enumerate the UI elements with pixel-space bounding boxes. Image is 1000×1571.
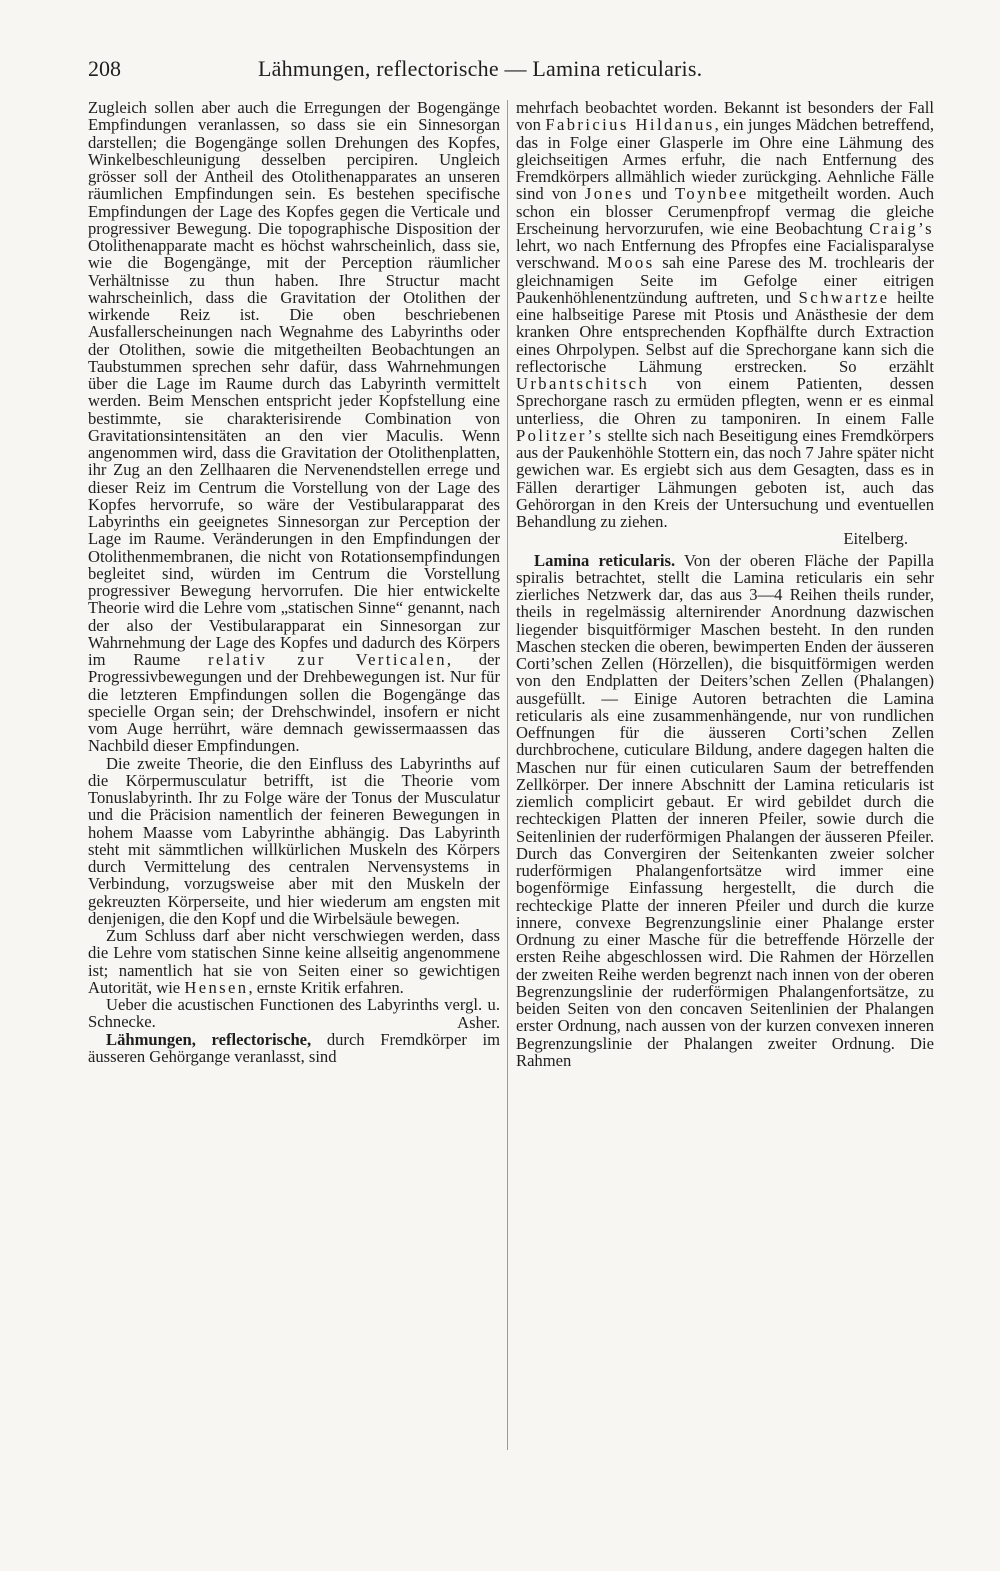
paragraph: Zugleich sollen aber auch die Erregungen der Bogengänge Empfindungen veranlassen, so dass sie ein Sinnesorgan darstellen; die Bogengänge sollen Drehungen des Kopfes, Winkelbeschleunigung desselben percipiren. Ungleich grösser soll der Antheil des Otolithenapparates an unseren räumlichen Empfindungen sein. Es bestehen specifische Empfindungen der Lage des Kopfes gegen die Verticale und progressiver Bewegung. Die topographische Disposition der Otolithenapparate macht es höchst wahrscheinlich, dass sie, wie die Bogengänge, mit der Perception räumlicher Verhältnisse zu thun haben. Ihre Structur macht wahrscheinlich, dass die Gravitation der Otolithen der wirkende Reiz ist. Die oben beschriebenen Ausfallerscheinungen nach Wegnahme des Labyrinths oder der Otolithen, sowie die mitgetheilten Beobachtungen an Taubstummen sprechen sehr dafür, dass Wahrnehmungen über die Lage im Raume durch das Labyrinth vermittelt werden. Beim Menschen entspricht jeder Kopfstellung eine bestimmte, sie charakterisirende Combination von Gravitationsintensitäten an den vier Maculis. Wenn angenommen wird, dass die Gravitation der Otolithenplatten, ihr Zug an den Zellhaaren die Nervenendstellen errege und dieser Reiz im Centrum die Vorstellung von der Lage des Kopfes hervorrufe, so wäre der Vestibularapparat des Labyrinths ein geeignetes Sinnesorgan zur Perception der Lage im Raume. Veränderungen in den Empfindungen der Otolithenmembranen, die nicht von Rotationsempfindungen begleitet sind, würden im Centrum die Vorstellung progressiver Bewegung hervorrufen. Die hier entwickelte Theorie wird die Lehre vom „statischen Sinne“ genannt, nach der also der Vestibularapparat ein Sinnesorgan zur Wahrnehmung der Lage des Kopfes und dadurch des Körpers im Raume relativ zur Verticalen, der Progressivbewegungen und der Drehbewegungen ist. Nur für die letzteren Empfindungen sollen die Bogengänge das specielle Organ sein; der Drehschwindel, insofern er nicht vom Auge herrührt, wäre demnach gewissermaassen das Nachbild dieser Empfindungen. [88,98,500,756]
author-name: Fabricius Hildanus [545,115,715,135]
page-number: 208 [88,56,121,81]
paragraph: Ueber die acustischen Functionen des Labyrinths vergl. u. Schnecke. [88,995,500,1032]
paragraph: Zum Schluss darf aber nicht verschwiegen werden, dass die Lehre vom statischen Sinne keine allseitig angenommene ist; namentlich hat sie von Seiten einer so gewichtigen Autorität, wie Hensen, ernste Kritik erfahren. [88,926,500,997]
author-name: Politzer’s [516,425,604,445]
author-name: Hensen [184,977,249,997]
author-name: Toynbee [675,184,749,204]
entry-paragraph: Lähmungen, reflectorische, durch Fremdkörper im äusseren Gehörgange veranlasst, sind [88,1029,500,1066]
right-column [516,99,934,1069]
entry-lemma: Lähmungen, reflectorische, [106,1029,312,1049]
entry-paragraph: Lamina reticularis. Von der oberen Fläche der Papilla spiralis betrachtet, stellt die Lamina reticularis ein sehr zierliches Netzwerk dar, das aus 3—4 Reihen theils runder, theils in regelmässig alternirender Anordnung dazwischen liegender bisquitförmiger Maschen besteht. In den runden Maschen stecken die oberen, bewimperten Enden der äusseren Corti’schen Zellen (Hörzellen), die bisquitförmigen werden von den Endplatten der Deiters’schen Zellen (Phalangen) ausgefüllt. — Einige Autoren betrachten die Lamina reticularis als eine zusammenhängende, nur von rundlichen Oeffnungen für die äusseren Corti’schen Zellen durchbrochene, cuticulare Bildung, andere dagegen halten die Maschen nur für einen cuticularen Saum der betreffenden Zellkörper. Der innere Abschnitt der Lamina reticularis ist ziemlich complicirt gebaut. Er wird gebildet durch die rechteckigen Platten der inneren Pfeiler, sowie durch die Seitenlinien der ruderförmigen Phalangen der äusseren Pfeiler. Durch das Convergiren der Seitenkanten zweier solcher ruderförmigen Phalangenfortsätze wird immer eine bogenförmige Einfassung hergestellt, die durch die rechteckige Platte der inneren Pfeiler und durch die kurze innere, convexe Begrenzungslinie einer Phalange erster Ordnung zu einer Masche für die betreffende Hörzelle der ersten Reihe abgeschlossen wird. Die Rahmen der Hörzellen der zweiten Reihe werden begrenzt nach innen von der oberen Begrenzungslinie der ruderförmigen Phalangenfortsätze, zu beiden Seiten von den concaven Seitenlinien der Phalangen erster Ordnung, nach aussen von der kurzen convexen inneren Begrenzungslinie der Phalangen zweiter Ordnung. Die Rahmen [516,550,934,1070]
left-column [88,99,500,1065]
paragraph: Die zweite Theorie, die den Einfluss des Labyrinths auf die Körpermusculatur betrifft, ist die Theorie vom Tonuslabyrinth. Ihr zu Folge wäre der Tonus der Musculatur und die Präcision namentlich der feineren Bewegungen in hohem Maasse vom Labyrinthe abhängig. Das Labyrinth steht mit sämmtlichen willkürlichen Muskeln des Körpers durch Vermittelung des centralen Nervensystems in Verbindung, vorzugsweise aber mit den Muskeln der gekreuzten Körperseite, und hier wiederum am engsten mit denjenigen, die den Kopf und die Wirbelsäule bewegen. [88,753,500,928]
spaced-emphasis: relativ zur Verticalen [208,650,447,669]
author-signature: Asher. [457,1012,500,1032]
author-name: Schwartze [798,287,890,307]
paragraph: mehrfach beobachtet worden. Bekannt ist besonders der Fall von Fabricius Hildanus, ein junges Mädchen betreffend, das in Folge einer Glasperle im Ohre eine Lähmung des gleichseitigen Armes erfuhr, die nach Entfernung des Fremdkörpers allmählich wieder zurückging. Aehnliche Fälle sind von Jones und Toynbee mitgetheilt worden. Auch schon ein blosser Cerumenpfropf vermag die gleiche Erscheinung hervorzurufen, wie eine Beobachtung Craig’s lehrt, wo nach Entfernung des Pfropfes eine Facialisparalyse verschwand. Moos sah eine Parese des M. trochlearis der gleichnamigen Seite im Gefolge einer eitrigen Paukenhöhlenentzündung auftreten, und Schwartze heilte eine halbseitige Parese mit Ptosis und Anästhesie der dem kranken Ohre entsprechenden Kopfhälfte durch Extraction eines Ohrpolypen. Selbst auf die Sprechorgane kann sich die reflectorische Lähmung erstrecken. So erzählt Urbantschitsch von einem Patienten, dessen Sprechorgane rasch zu ermüden pflegten, wenn er es einmal unterliess, die Ohren zu tamponiren. In einem Falle Politzer’s stellte sich nach Beseitigung eines Fremdkörpers aus der Paukenhöhle Stottern ein, das noch 7 Jahre später nicht gewichen war. Es ergiebt sich aus dem Gesagten, dass es in Fällen derartiger Lähmungen geboten ist, auch das Gehörorgan in den Kreis der Untersuchung und eventuellen Behandlung zu ziehen. [516,98,935,531]
column-divider [507,100,508,1450]
author-name: Craig’s [869,218,934,238]
running-head: Lähmungen, reflectorische — Lamina reticularis. [258,56,703,81]
page-header [88,56,936,86]
author-signature: Eitelberg. [843,529,908,549]
author-name: Jones [584,184,634,204]
entry-lemma: Lamina reticularis. [534,550,676,570]
author-name: Moos [607,253,655,273]
author-name: Urbantschitsch [516,374,650,393]
